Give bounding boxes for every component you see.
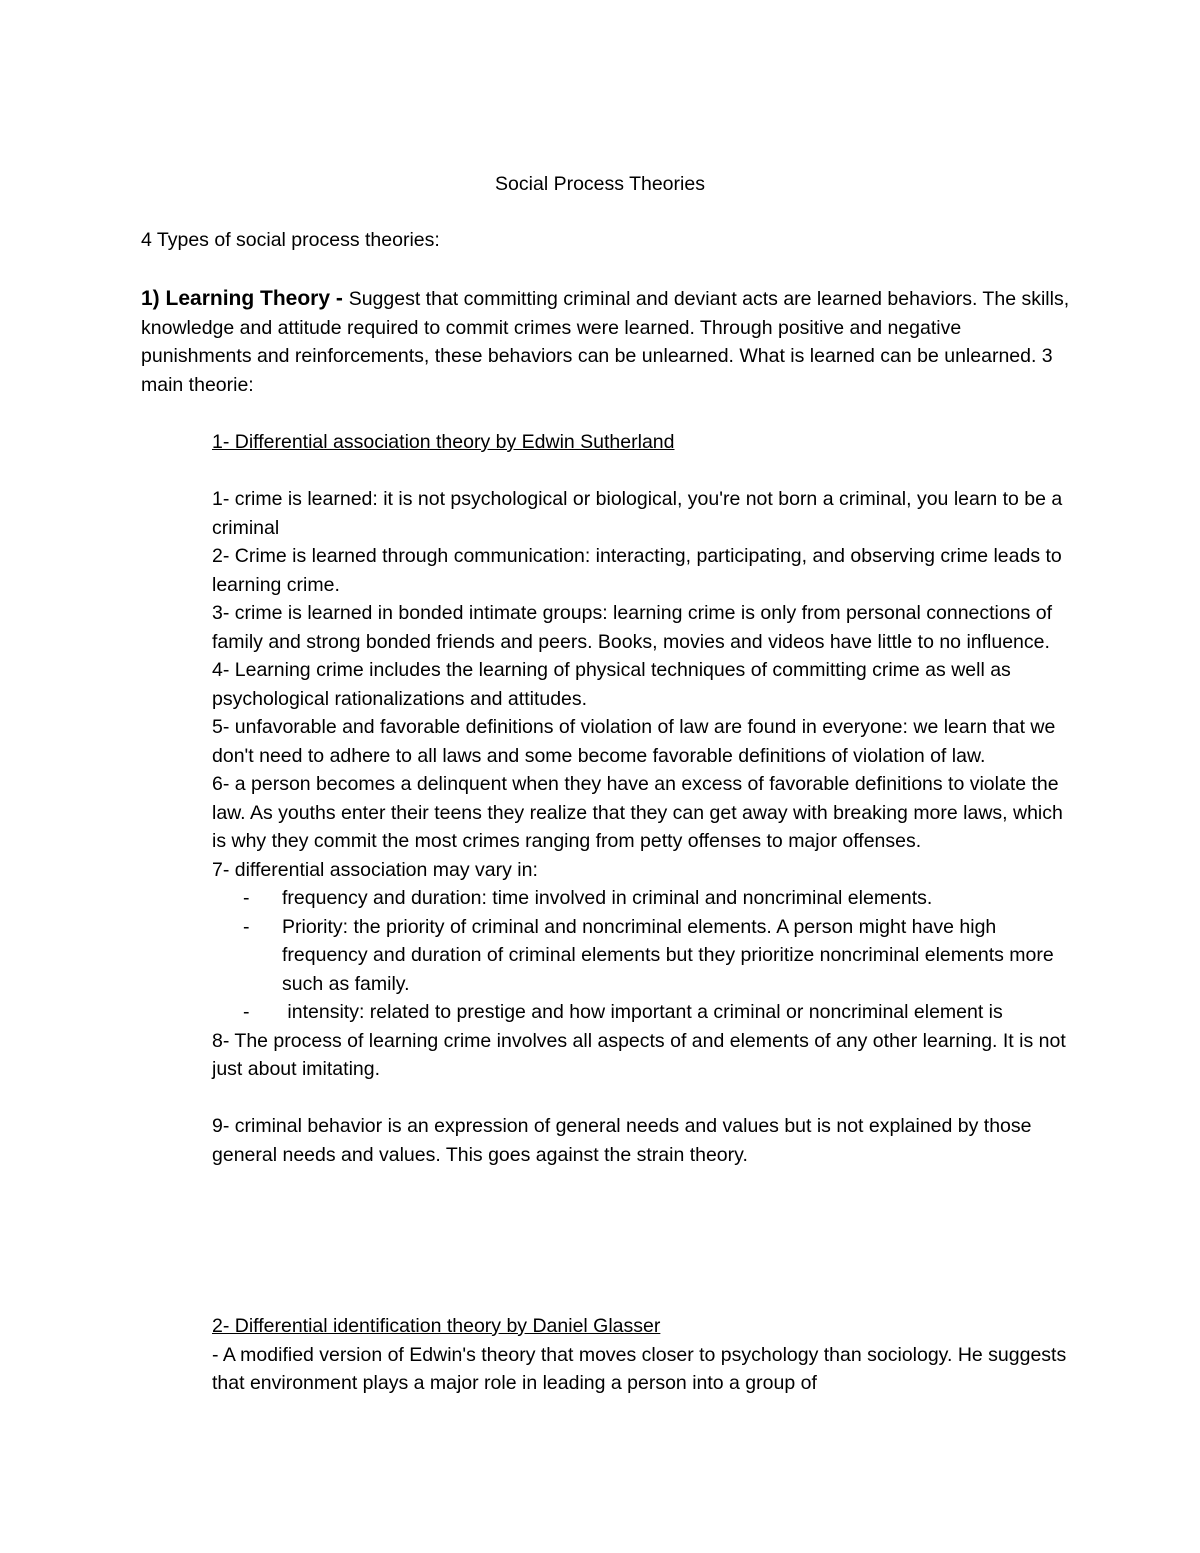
dash-bullet: -: [243, 887, 250, 909]
theory1-title: 1- Differential association theory by Edwin Sutherland: [212, 431, 675, 453]
list-item: 7- differential association may vary in:: [212, 858, 538, 881]
list-item: 8- The process of learning crime involves all aspects of and elements of any other learning. It is not just about imitating.: [212, 1029, 1066, 1080]
sub-list-item: [211, 998, 1072, 1027]
list-item: 4- Learning crime includes the learning of physical techniques of committing crime as well as psychological rationalizations and attitudes.: [212, 659, 1011, 710]
theory1-sub-list: [212, 884, 1072, 1027]
sub-list-item: [211, 884, 1072, 913]
sub-list-item-text: Priority: the priority of criminal and noncriminal elements. A person might have high frequency and duration of criminal elements but they prioritize noncriminal elements more such as family.: [282, 915, 1054, 995]
document-title: Social Process Theories: [495, 173, 705, 195]
list-item: 9- criminal behavior is an expression of general needs and values but is not explained by those general needs and values. This goes against the strain theory.: [212, 1115, 1032, 1166]
section-learning-theory: [141, 285, 1071, 399]
dash-bullet: -: [243, 915, 250, 938]
dash-bullet: -: [243, 1001, 250, 1023]
theory1-list: [212, 485, 1072, 1169]
list-item: 2- Crime is learned through communication: interacting, participating, and observing crime leads to learning crime.: [212, 545, 1062, 596]
sub-list-item: [211, 913, 1072, 999]
section-body: Suggest that committing criminal and deviant acts are learned behaviors. The skills, knowledge and attitude required to commit crimes were learned. Through positive and negative punishments and reinforcements, these behaviors can be unlearned. What is learned can be unlearned. 3 main theorie:: [141, 288, 1070, 396]
theory1-block: [212, 428, 1072, 1169]
theory2-title: 2- Differential identification theory by Daniel Glasser: [212, 1315, 661, 1337]
section-heading: 1) Learning Theory -: [141, 287, 349, 310]
sub-list-item-text: intensity: related to prestige and how important a criminal or noncriminal element is: [282, 1001, 1003, 1023]
list-item: 3- crime is learned in bonded intimate groups: learning crime is only from personal connections of family and strong bonded friends and peers. Books, movies and videos have little to no influence.: [212, 602, 1053, 653]
list-item: 5- unfavorable and favorable definitions of violation of law are found in everyone: we learn that we don't need to adhere to all laws and some become favorable definitions of violation of law.: [212, 716, 1056, 767]
sub-list-item-text: frequency and duration: time involved in criminal and noncriminal elements.: [282, 887, 933, 909]
theory2-body: - A modified version of Edwin's theory that moves closer to psychology than sociology. He suggests that environment plays a major role in leading a person into a group of: [212, 1343, 1067, 1394]
list-item: 6- a person becomes a delinquent when they have an excess of favorable definitions to violate the law. As youths enter their teens they realize that they can get away with breaking more laws, which is why they commit the most crimes ranging from petty offenses to major offenses.: [212, 773, 1063, 852]
theory2-block: [212, 1312, 1072, 1398]
list-item: 1- crime is learned: it is not psychological or biological, you're not born a criminal, you learn to be a criminal: [212, 488, 1063, 539]
intro-text: 4 Types of social process theories:: [141, 229, 440, 251]
